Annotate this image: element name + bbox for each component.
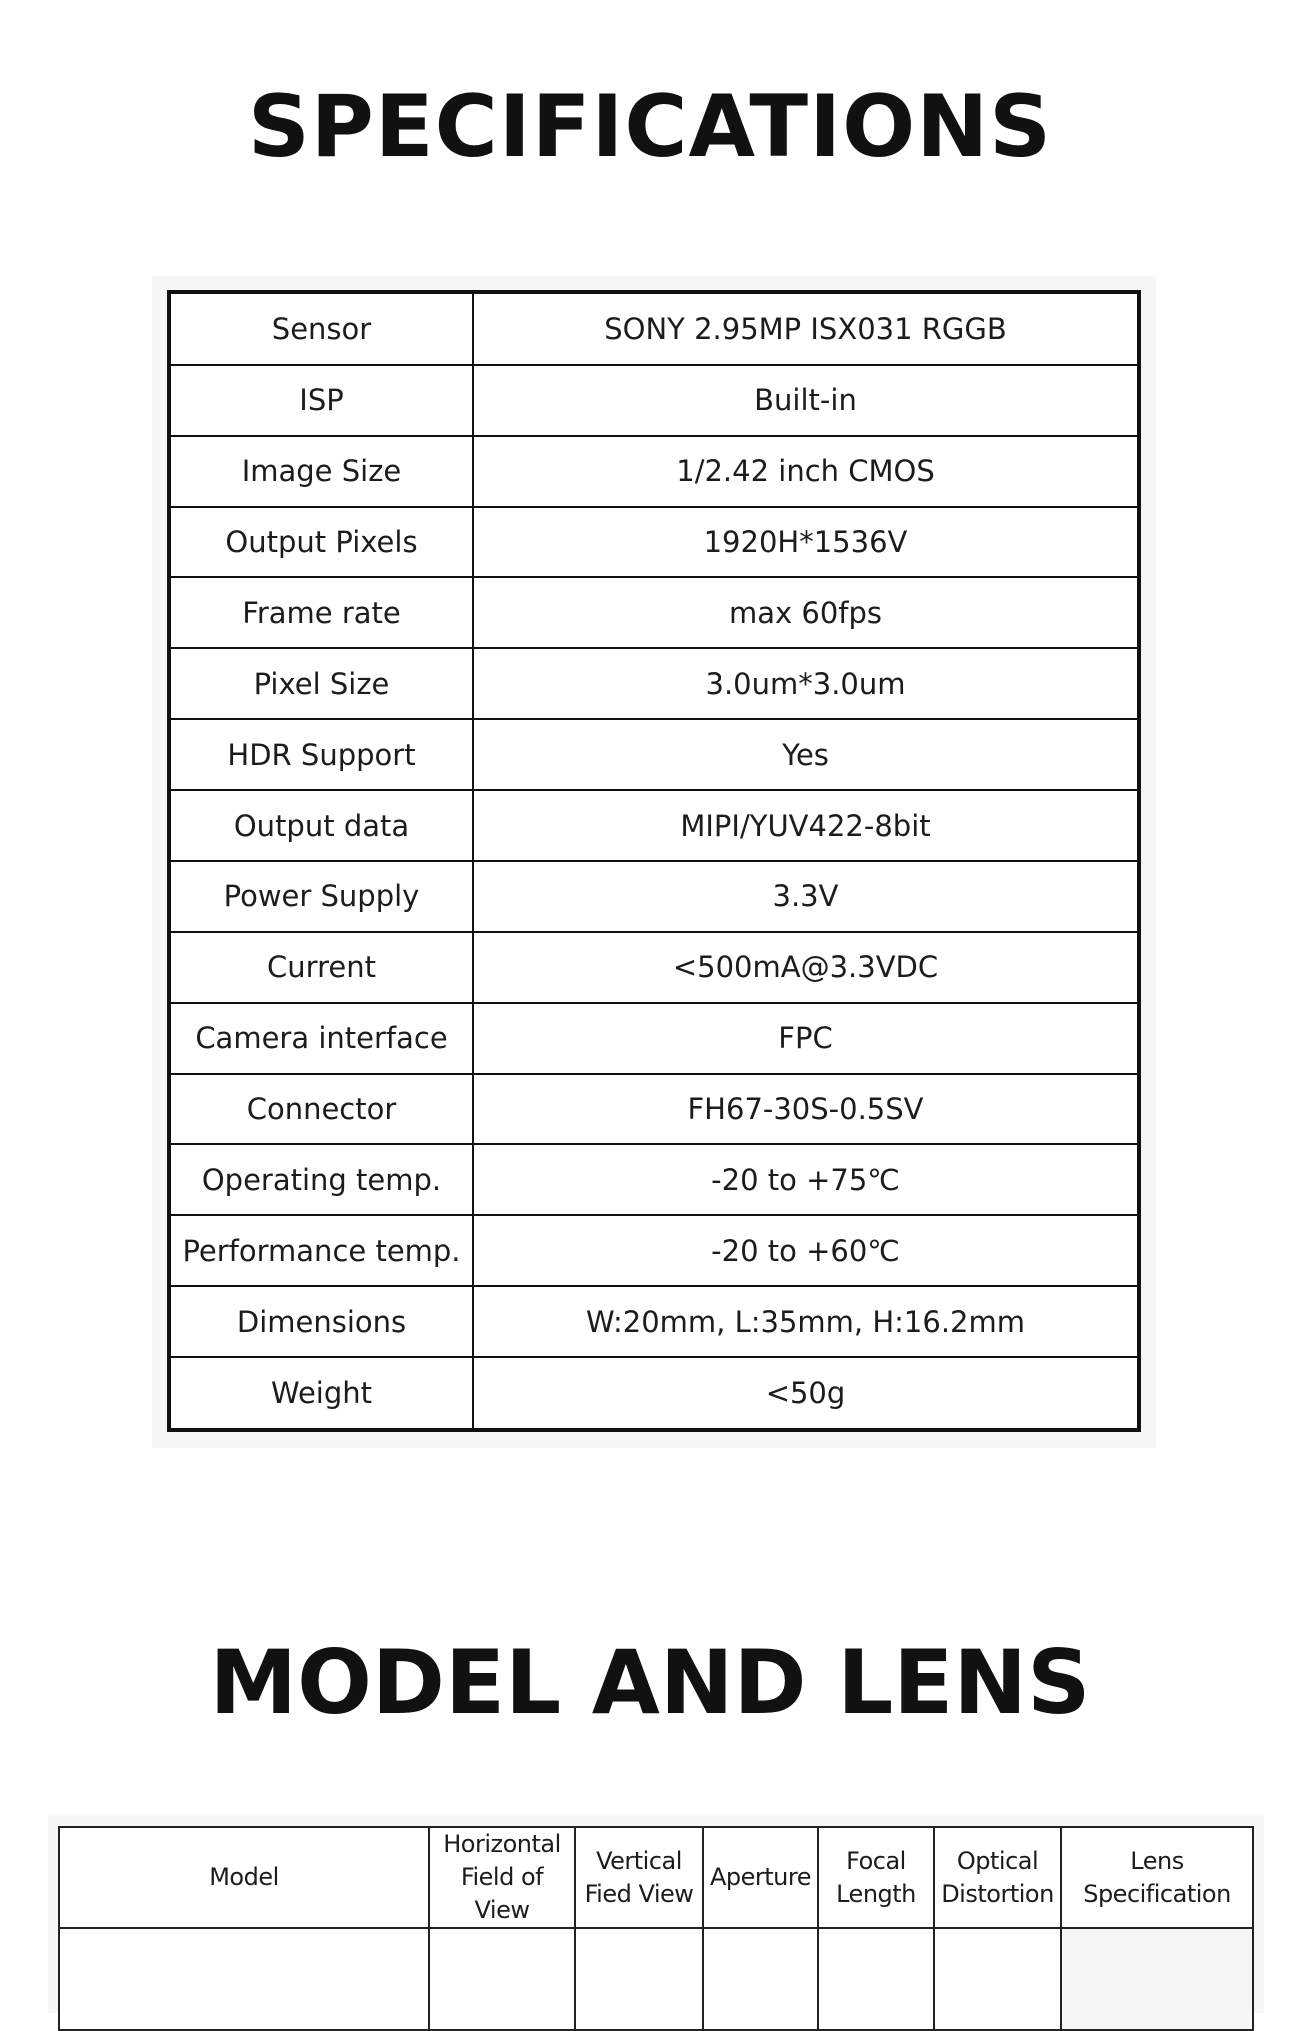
header-line: Lens — [1130, 1846, 1184, 1875]
header-line: Distortion — [941, 1879, 1054, 1908]
spec-label: Weight — [169, 1357, 473, 1430]
header-line: Fied View — [584, 1879, 694, 1908]
spec-label: ISP — [169, 365, 473, 436]
spec-label: Output Pixels — [169, 507, 473, 578]
spec-label: Operating temp. — [169, 1144, 473, 1215]
table-cell — [429, 1928, 575, 2030]
table-cell — [818, 1928, 934, 2030]
spec-row-isp — [169, 365, 1139, 436]
spec-label: Output data — [169, 790, 473, 861]
spec-label: Sensor — [169, 292, 473, 365]
spec-value: FH67-30S-0.5SV — [473, 1074, 1139, 1145]
column-header-horizontal-fov — [429, 1827, 575, 1928]
spec-row-frame-rate — [169, 577, 1139, 648]
header-line: Focal — [846, 1846, 906, 1875]
spec-row-weight — [169, 1357, 1139, 1430]
header-line: Optical — [956, 1846, 1039, 1875]
spec-value: Yes — [473, 719, 1139, 790]
header-line: Model — [209, 1863, 279, 1891]
table-cell — [575, 1928, 703, 2030]
spec-value: Built-in — [473, 365, 1139, 436]
spec-value: max 60fps — [473, 577, 1139, 648]
spec-row-image-size — [169, 436, 1139, 507]
spec-label: Image Size — [169, 436, 473, 507]
spec-row-hdr-support — [169, 719, 1139, 790]
spec-row-dimensions — [169, 1286, 1139, 1357]
specifications-heading: SPECIFICATIONS — [247, 77, 1053, 177]
spec-value: 3.0um*3.0um — [473, 648, 1139, 719]
table-cell — [934, 1928, 1061, 2030]
header-line: Field of View — [460, 1863, 544, 1924]
spec-row-performance-temp — [169, 1215, 1139, 1286]
model-lens-table — [58, 1826, 1254, 2031]
header-line: Length — [836, 1879, 916, 1908]
spec-row-output-pixels — [169, 507, 1139, 578]
spec-value: 3.3V — [473, 861, 1139, 932]
spec-value: W:20mm, L:35mm, H:16.2mm — [473, 1286, 1139, 1357]
header-line: Aperture — [709, 1863, 811, 1891]
specifications-table — [167, 290, 1141, 1432]
spec-label: Connector — [169, 1074, 473, 1145]
column-header-optical-distortion — [934, 1827, 1061, 1928]
header-line: Specification — [1083, 1879, 1231, 1908]
spec-label: Dimensions — [169, 1286, 473, 1357]
spec-row-power-supply — [169, 861, 1139, 932]
table-cell — [1061, 1928, 1253, 2030]
column-header-focal-length — [818, 1827, 934, 1928]
model-and-lens-heading: MODEL AND LENS — [209, 1631, 1091, 1734]
spec-row-current — [169, 932, 1139, 1003]
table-cell — [59, 1928, 429, 2030]
spec-value: MIPI/YUV422-8bit — [473, 790, 1139, 861]
spec-value: <500mA@3.3VDC — [473, 932, 1139, 1003]
spec-label: Current — [169, 932, 473, 1003]
header-line: Horizontal — [443, 1830, 561, 1858]
spec-label: Frame rate — [169, 577, 473, 648]
spec-value: -20 to +60℃ — [473, 1215, 1139, 1286]
spec-label: Pixel Size — [169, 648, 473, 719]
header-line: Vertical — [596, 1846, 682, 1875]
column-header-aperture — [703, 1827, 818, 1928]
table-cell — [703, 1928, 818, 2030]
model-lens-row — [59, 1928, 1253, 2030]
spec-label: Camera interface — [169, 1003, 473, 1074]
column-header-lens-specification — [1061, 1827, 1253, 1928]
spec-row-output-data — [169, 790, 1139, 861]
column-header-model — [59, 1827, 429, 1928]
column-header-vertical-fov — [575, 1827, 703, 1928]
spec-row-sensor — [169, 292, 1139, 365]
spec-value: SONY 2.95MP ISX031 RGGB — [473, 292, 1139, 365]
spec-row-operating-temp — [169, 1144, 1139, 1215]
spec-value: -20 to +75℃ — [473, 1144, 1139, 1215]
model-lens-header-row — [59, 1827, 1253, 1928]
spec-row-pixel-size — [169, 648, 1139, 719]
spec-value: FPC — [473, 1003, 1139, 1074]
spec-label: Performance temp. — [169, 1215, 473, 1286]
spec-value: <50g — [473, 1357, 1139, 1430]
spec-row-camera-interface — [169, 1003, 1139, 1074]
spec-value: 1/2.42 inch CMOS — [473, 436, 1139, 507]
spec-row-connector — [169, 1074, 1139, 1145]
spec-value: 1920H*1536V — [473, 507, 1139, 578]
spec-label: Power Supply — [169, 861, 473, 932]
spec-label: HDR Support — [169, 719, 473, 790]
